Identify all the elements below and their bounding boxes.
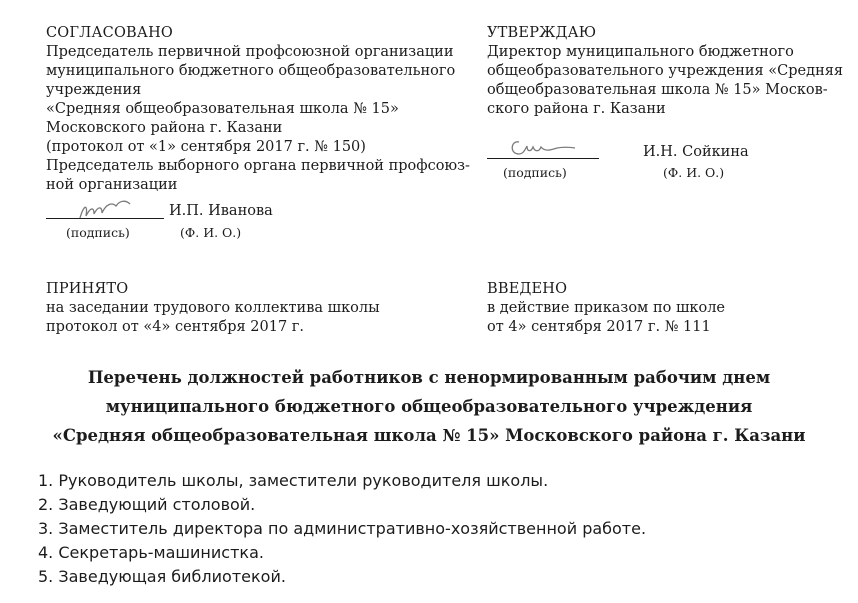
positions-list	[38, 469, 646, 589]
agreed-block	[46, 24, 470, 195]
document-title-line: «Средняя общеобразовательная школа № 15» Московского района г. Казани	[52, 426, 806, 445]
introduced-line: от 4» сентября 2017 г. № 111	[487, 319, 711, 335]
document-title-line: Перечень должностей работников с ненормированным рабочим днем	[87, 368, 771, 387]
approved-signature	[505, 136, 577, 160]
document-title	[0, 363, 858, 450]
approved-line: Директор муниципального бюджетного	[487, 44, 794, 60]
approved-block	[487, 24, 843, 119]
approved-signature-caption: (подпись)	[503, 165, 567, 180]
approved-line: общеобразовательная школа № 15» Москов-	[487, 82, 828, 98]
agreed-line: Московского района г. Казани	[46, 120, 283, 136]
accepted-block	[46, 280, 380, 337]
agreed-line: (протокол от «1» сентября 2017 г. № 150)	[46, 139, 366, 155]
agreed-heading: СОГЛАСОВАНО	[46, 25, 174, 41]
approved-name-caption: (Ф. И. О.)	[663, 165, 725, 180]
agreed-line: ной организации	[46, 177, 178, 193]
agreed-line: Председатель первичной профсоюзной организации	[46, 44, 454, 60]
agreed-signature	[76, 198, 136, 224]
agreed-name: И.П. Иванова	[169, 203, 273, 219]
list-item: 2. Заведующий столовой.	[38, 495, 256, 514]
approved-line: ского района г. Казани	[487, 101, 666, 117]
accepted-heading: ПРИНЯТО	[46, 281, 129, 297]
approved-name: И.Н. Сойкина	[643, 144, 749, 160]
accepted-line: на заседании трудового коллектива школы	[46, 300, 380, 316]
agreed-line: «Средняя общеобразовательная школа № 15»	[46, 101, 399, 117]
list-item: 5. Заведующая библиотекой.	[38, 567, 286, 586]
list-item: 4. Секретарь-машинистка.	[38, 543, 264, 562]
introduced-block	[487, 280, 725, 337]
introduced-heading: ВВЕДЕНО	[487, 281, 568, 297]
agreed-signature-caption: (подпись)	[66, 225, 130, 240]
approved-line: общеобразовательного учреждения «Средняя	[487, 63, 844, 79]
agreed-line: учреждения	[46, 82, 142, 98]
agreed-line: Председатель выборного органа первичной профсоюз-	[46, 158, 470, 174]
introduced-line: в действие приказом по школе	[487, 300, 726, 316]
approved-heading: УТВЕРЖДАЮ	[487, 25, 597, 41]
list-item: 3. Заместитель директора по административно-хозяйственной работе.	[38, 519, 647, 538]
accepted-line: протокол от «4» сентября 2017 г.	[46, 319, 304, 335]
agreed-name-caption: (Ф. И. О.)	[180, 225, 242, 240]
document-title-line: муниципального бюджетного общеобразовательного учреждения	[105, 397, 753, 416]
agreed-line: муниципального бюджетного общеобразовательного	[46, 63, 456, 79]
list-item: 1. Руководитель школы, заместители руководителя школы.	[38, 471, 549, 490]
